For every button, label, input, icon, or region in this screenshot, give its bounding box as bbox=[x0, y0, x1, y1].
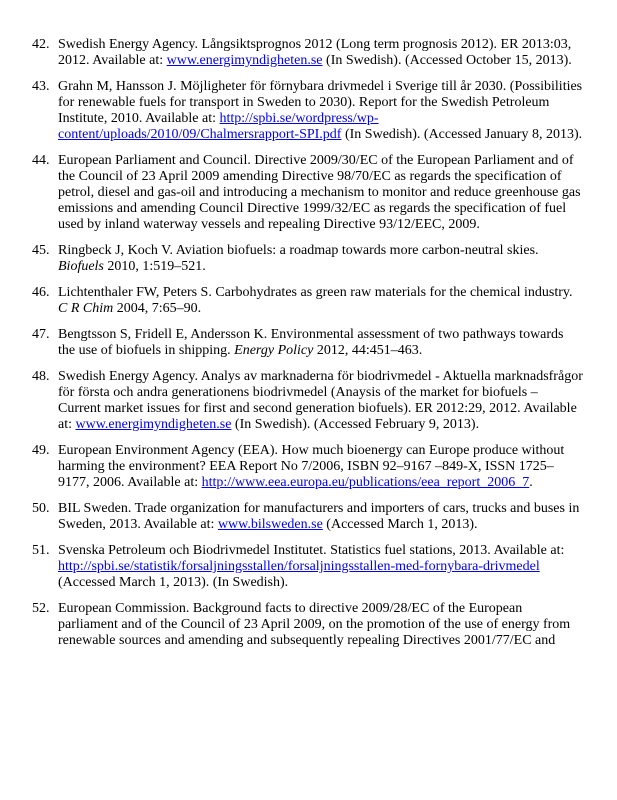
reference-link[interactable]: http://spbi.se/wordpress/wp-content/uploads/2010/09/Chalmersrapport-SPI.pdf bbox=[58, 111, 379, 142]
reference-text bbox=[58, 501, 579, 532]
reference-text bbox=[58, 543, 564, 590]
reference-text bbox=[58, 37, 572, 68]
reference-number: 45. bbox=[32, 243, 50, 258]
reference-segment: Ringbeck J, Koch V. Aviation biofuels: a roadmap towards more carbon-neutral skies. bbox=[58, 243, 539, 258]
journal-title: Biofuels bbox=[58, 259, 104, 274]
reference-item bbox=[0, 443, 617, 491]
reference-item bbox=[0, 501, 617, 533]
reference-segment: 2012, 44:451–463. bbox=[313, 343, 423, 358]
reference-text bbox=[58, 153, 581, 232]
reference-number: 42. bbox=[32, 37, 50, 52]
reference-text bbox=[58, 443, 564, 490]
reference-segment: (Accessed March 1, 2013). (In Swedish). bbox=[58, 575, 289, 590]
reference-item bbox=[0, 327, 617, 359]
reference-item bbox=[0, 79, 617, 143]
reference-item bbox=[0, 37, 617, 69]
reference-text bbox=[58, 327, 564, 358]
reference-number: 43. bbox=[32, 79, 50, 94]
reference-number: 50. bbox=[32, 501, 50, 516]
reference-text bbox=[58, 79, 582, 142]
reference-segment: European Environment Agency (EEA). How much bioenergy can Europe produce without harming the environment? EEA Report No 7/2006, ISBN 92–9167 –849-X, ISSN 1725–9177, 2006. Available at: bbox=[58, 443, 565, 490]
reference-item bbox=[0, 153, 617, 233]
reference-text bbox=[58, 369, 583, 432]
reference-segment: Bengtsson S, Fridell E, Andersson K. Environmental assessment of two pathways towards the use of biofuels in shipping. bbox=[58, 327, 564, 358]
reference-link[interactable]: http://www.eea.europa.eu/publications/eea_report_2006_7 bbox=[201, 475, 530, 490]
reference-number: 48. bbox=[32, 369, 50, 384]
reference-segment: 2004, 7:65–90. bbox=[113, 301, 202, 316]
reference-segment: Grahn M, Hansson J. Möjligheter för förnybara drivmedel i Sverige till år 2030. (Possibilities for renewable fuels for transport in Sweden to 2030). Report for the Swedish Petroleum Institute, 2010. Available at: bbox=[58, 79, 583, 126]
reference-number: 52. bbox=[32, 601, 50, 616]
reference-number: 44. bbox=[32, 153, 50, 168]
reference-segment: (In Swedish). (Accessed January 8, 2013). bbox=[341, 127, 583, 142]
reference-segment: Lichtenthaler FW, Peters S. Carbohydrates as green raw materials for the chemical industry. bbox=[58, 285, 573, 300]
reference-segment: Svenska Petroleum och Biodrivmedel Institutet. Statistics fuel stations, 2013. Available at: bbox=[58, 543, 565, 558]
reference-segment: 2010, 1:519–521. bbox=[103, 259, 206, 274]
reference-text bbox=[58, 601, 570, 648]
reference-segment: European Parliament and Council. Directive 2009/30/EC of the European Parliament and of the Council of 23 April 2009 amending Directive 98/70/EC as regards the specification of petrol, diesel and gas-oil and introducing a mechanism to monitor and reduce greenhouse gas emissions and amending Council Directive 1999/32/EC as regards the specification of fuel used by inland waterway vessels and repealing Directive 93/12/EEC, 2009. bbox=[58, 153, 581, 232]
journal-title: Energy Policy bbox=[234, 343, 314, 358]
reference-segment: Swedish Energy Agency. Analys av marknaderna för biodrivmedel - Aktuella marknadsfrågor för första och andra generationens biodrivmedel (Anaysis of the market for biofuels – Current market issues for first and second generation biofuels). ER 2012:29, 2012. Available at: bbox=[58, 369, 583, 432]
reference-number: 49. bbox=[32, 443, 50, 458]
reference-segment: (In Swedish). (Accessed February 9, 2013). bbox=[231, 417, 480, 432]
reference-number: 47. bbox=[32, 327, 50, 342]
reference-segment: (Accessed March 1, 2013). bbox=[322, 517, 478, 532]
reference-text bbox=[58, 285, 572, 316]
reference-link[interactable]: http://spbi.se/statistik/forsaljningsstallen/forsaljningsstallen-med-fornybara-drivmedel bbox=[58, 559, 540, 574]
reference-item bbox=[0, 601, 617, 649]
reference-number: 46. bbox=[32, 285, 50, 300]
reference-segment: European Commission. Background facts to directive 2009/28/EC of the European parliament and of the Council of 23 April 2009, on the promotion of the use of energy from renewable sources and amending and subsequently repealing Directives 2001/77/EC and bbox=[58, 601, 571, 648]
reference-number: 51. bbox=[32, 543, 50, 558]
reference-link[interactable]: www.bilsweden.se bbox=[217, 517, 323, 532]
reference-text bbox=[58, 243, 539, 274]
reference-item bbox=[0, 285, 617, 317]
reference-segment: (In Swedish). (Accessed October 15, 2013). bbox=[322, 53, 572, 68]
reference-link[interactable]: www.energimyndigheten.se bbox=[75, 417, 232, 432]
reference-list bbox=[0, 37, 617, 659]
reference-segment: Swedish Energy Agency. Långsiktsprognos 2012 (Long term prognosis 2012). ER 2013:03, 2012. Available at: bbox=[58, 37, 572, 68]
reference-segment: . bbox=[529, 475, 533, 490]
reference-link[interactable]: www.energimyndigheten.se bbox=[166, 53, 323, 68]
reference-item bbox=[0, 243, 617, 275]
reference-item bbox=[0, 543, 617, 591]
reference-item bbox=[0, 369, 617, 433]
journal-title: C R Chim bbox=[58, 301, 114, 316]
reference-segment: BIL Sweden. Trade organization for manufacturers and importers of cars, trucks and buses in Sweden, 2013. Available at: bbox=[58, 501, 580, 532]
